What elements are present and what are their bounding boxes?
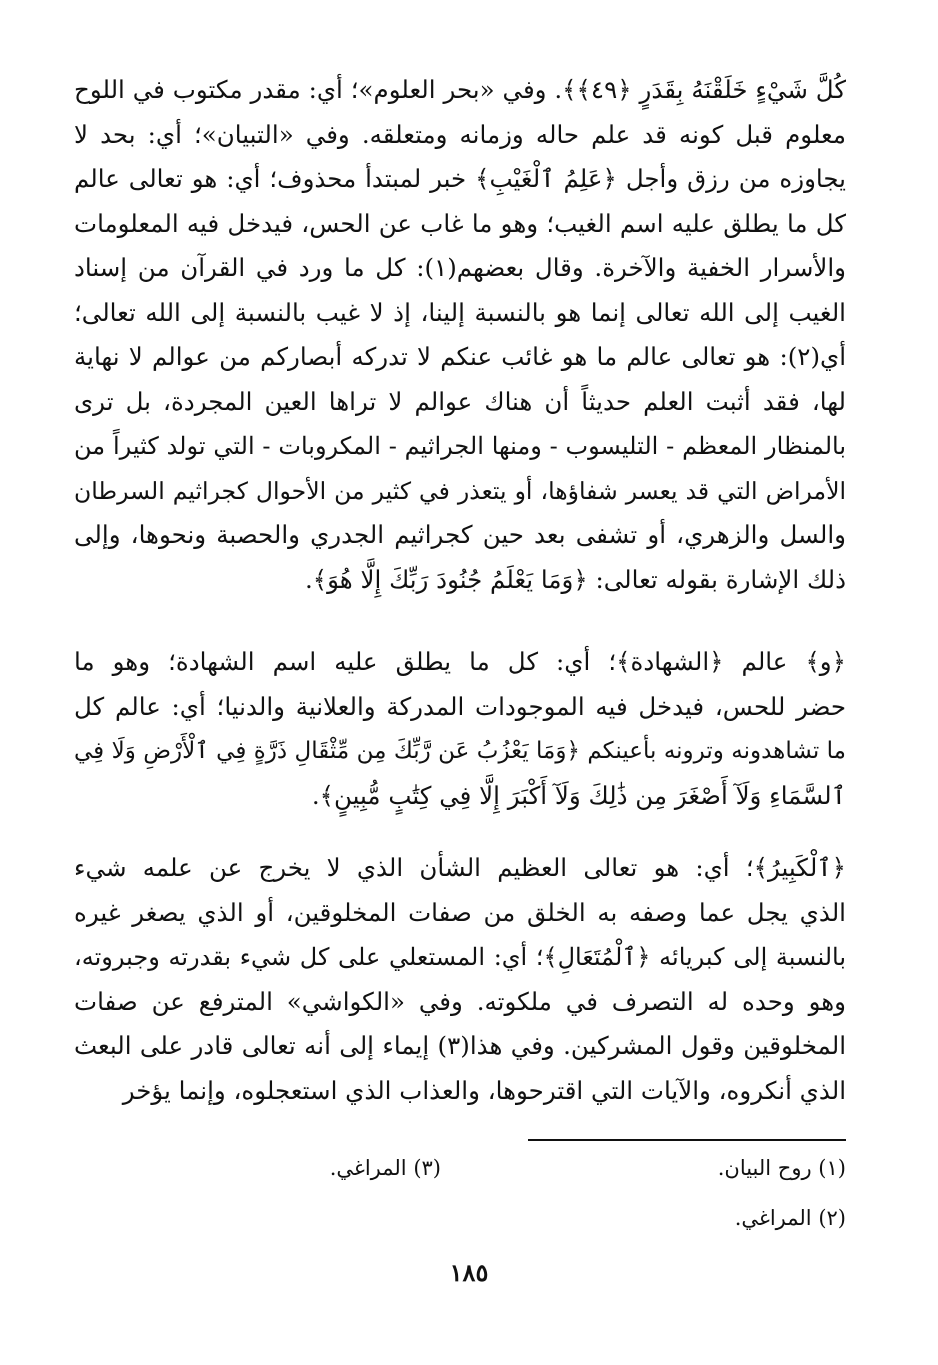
text-line: الغيب إلى الله تعالى إنما هو بالنسبة إلينا، إذ لا غيب بالنسبة إلى الله تعالى؛ [74,297,846,327]
text-line: حضر للحس، فيدخل فيه الموجودات المدركة والعلانية والدنيا؛ أي: عالم كل [74,691,846,721]
footnote-3: (٣) المراغي. [329,1156,441,1180]
text-line: ما تشاهدونه وترونه بأعينكم ﴿وَمَا يَعْزُبُ عَن رَّبِّكَ مِن مِّثْقَالِ ذَرَّةٍ فِي ٱلْأَرْضِ وَلَا فِي [74,738,846,764]
page-number: ١٨٥ [449,1258,489,1287]
footnote-2: (٢) المراغي. [734,1206,846,1230]
paragraph-3 [74,846,846,1113]
text-line: والأسرار الخفية والآخرة. وقال بعضهم(١): كل ما ورد في القرآن من إسناد [74,253,846,282]
text-line: الذي يجل عما وصفه به الخلق من صفات المخلوقين، أو الذي يصغر غيره [74,897,846,927]
text-line: ﴿و﴾ عالم ﴿الشهادة﴾؛ أي: كل ما يطلق عليه اسم الشهادة؛ وهو ما [74,647,846,676]
text-line: ذلك الإشارة بقوله تعالى: ﴿وَمَا يَعْلَمُ جُنُودَ رَبِّكَ إِلَّا هُوَ﴾. [305,564,846,594]
text-line: ٱلسَّمَاءِ وَلَآ أَصْغَرَ مِن ذَٰلِكَ وَلَآ أَكْبَرَ إِلَّا فِي كِتَٰبٍ مُّبِينٍ﴾. [311,780,846,810]
text-line: كُلَّ شَيْءٍ خَلَقْنَهُ بِقَدَرٍ ﴿٤٩﴾﴾. وفي «بحر العلوم»؛ أي: مقدر مكتوب في اللوح [74,75,846,104]
paragraph-1 [74,68,846,602]
text-line: وهو وحده له التصرف في ملكوته. وفي «الكواشي» المترفع عن صفات [74,986,846,1016]
footnote-separator [528,1139,846,1141]
text-line: الذي أنكروه، والآيات التي اقترحوها، والعذاب الذي استعجلوه، وإنما يؤخر [122,1075,846,1105]
text-line: أي(٢): هو تعالى عالم ما هو غائب عنكم لا تدركه أبصاركم من عوالم لا نهاية [74,342,846,371]
text-line: يجاوزه من رزق وأجل ﴿عَلِمُ ٱلْغَيْبِ﴾ خبر لمبتدأ محذوف؛ أي: هو تعالى عالم [74,164,846,193]
text-line: الأمراض التي قد يعسر شفاؤها، أو يتعذر في كثير من الأحوال كجراثيم السرطان [74,476,846,505]
footnote-1: (١) روح البيان. [717,1156,846,1180]
text-line: ﴿ٱلْكَبِيرُ﴾؛ أي: هو تعالى العظيم الشأن الذي لا يخرج عن علمه شيء [74,853,846,882]
text-line: بالنسبة إلى كبريائه ﴿ٱلْمُتَعَالِ﴾؛ أي: المستعلي على كل شيء بقدرته وجبروته، [74,943,846,971]
text-line: معلوم قبل كونه قد علم حاله وزمانه ومتعلقه. وفي «التبيان»؛ أي: بحد لا [74,119,846,149]
text-line: المخلوقين وقول المشركين. وفي هذا(٣) إيماء إلى أنه تعالى قادر على البعث [74,1031,846,1060]
text-line: لها، فقد أثبت العلم حديثاً أن هناك عوالم لا تراها العين المجردة، بل ترى [74,386,846,416]
paragraph-2 [74,640,846,818]
text-line: بالمنظار المعظم - التليسوب - ومنها الجراثيم - المكروبات - التي تولد كثيراً من [74,432,846,460]
text-line: والسل والزهري، أو تشفى بعد حين كجراثيم الجدري والحصبة ونحوها، وإلى [74,520,846,549]
text-line: كل ما يطلق عليه اسم الغيب؛ وهو ما غاب عن الحس، فيدخل فيه المعلومات [74,208,846,238]
